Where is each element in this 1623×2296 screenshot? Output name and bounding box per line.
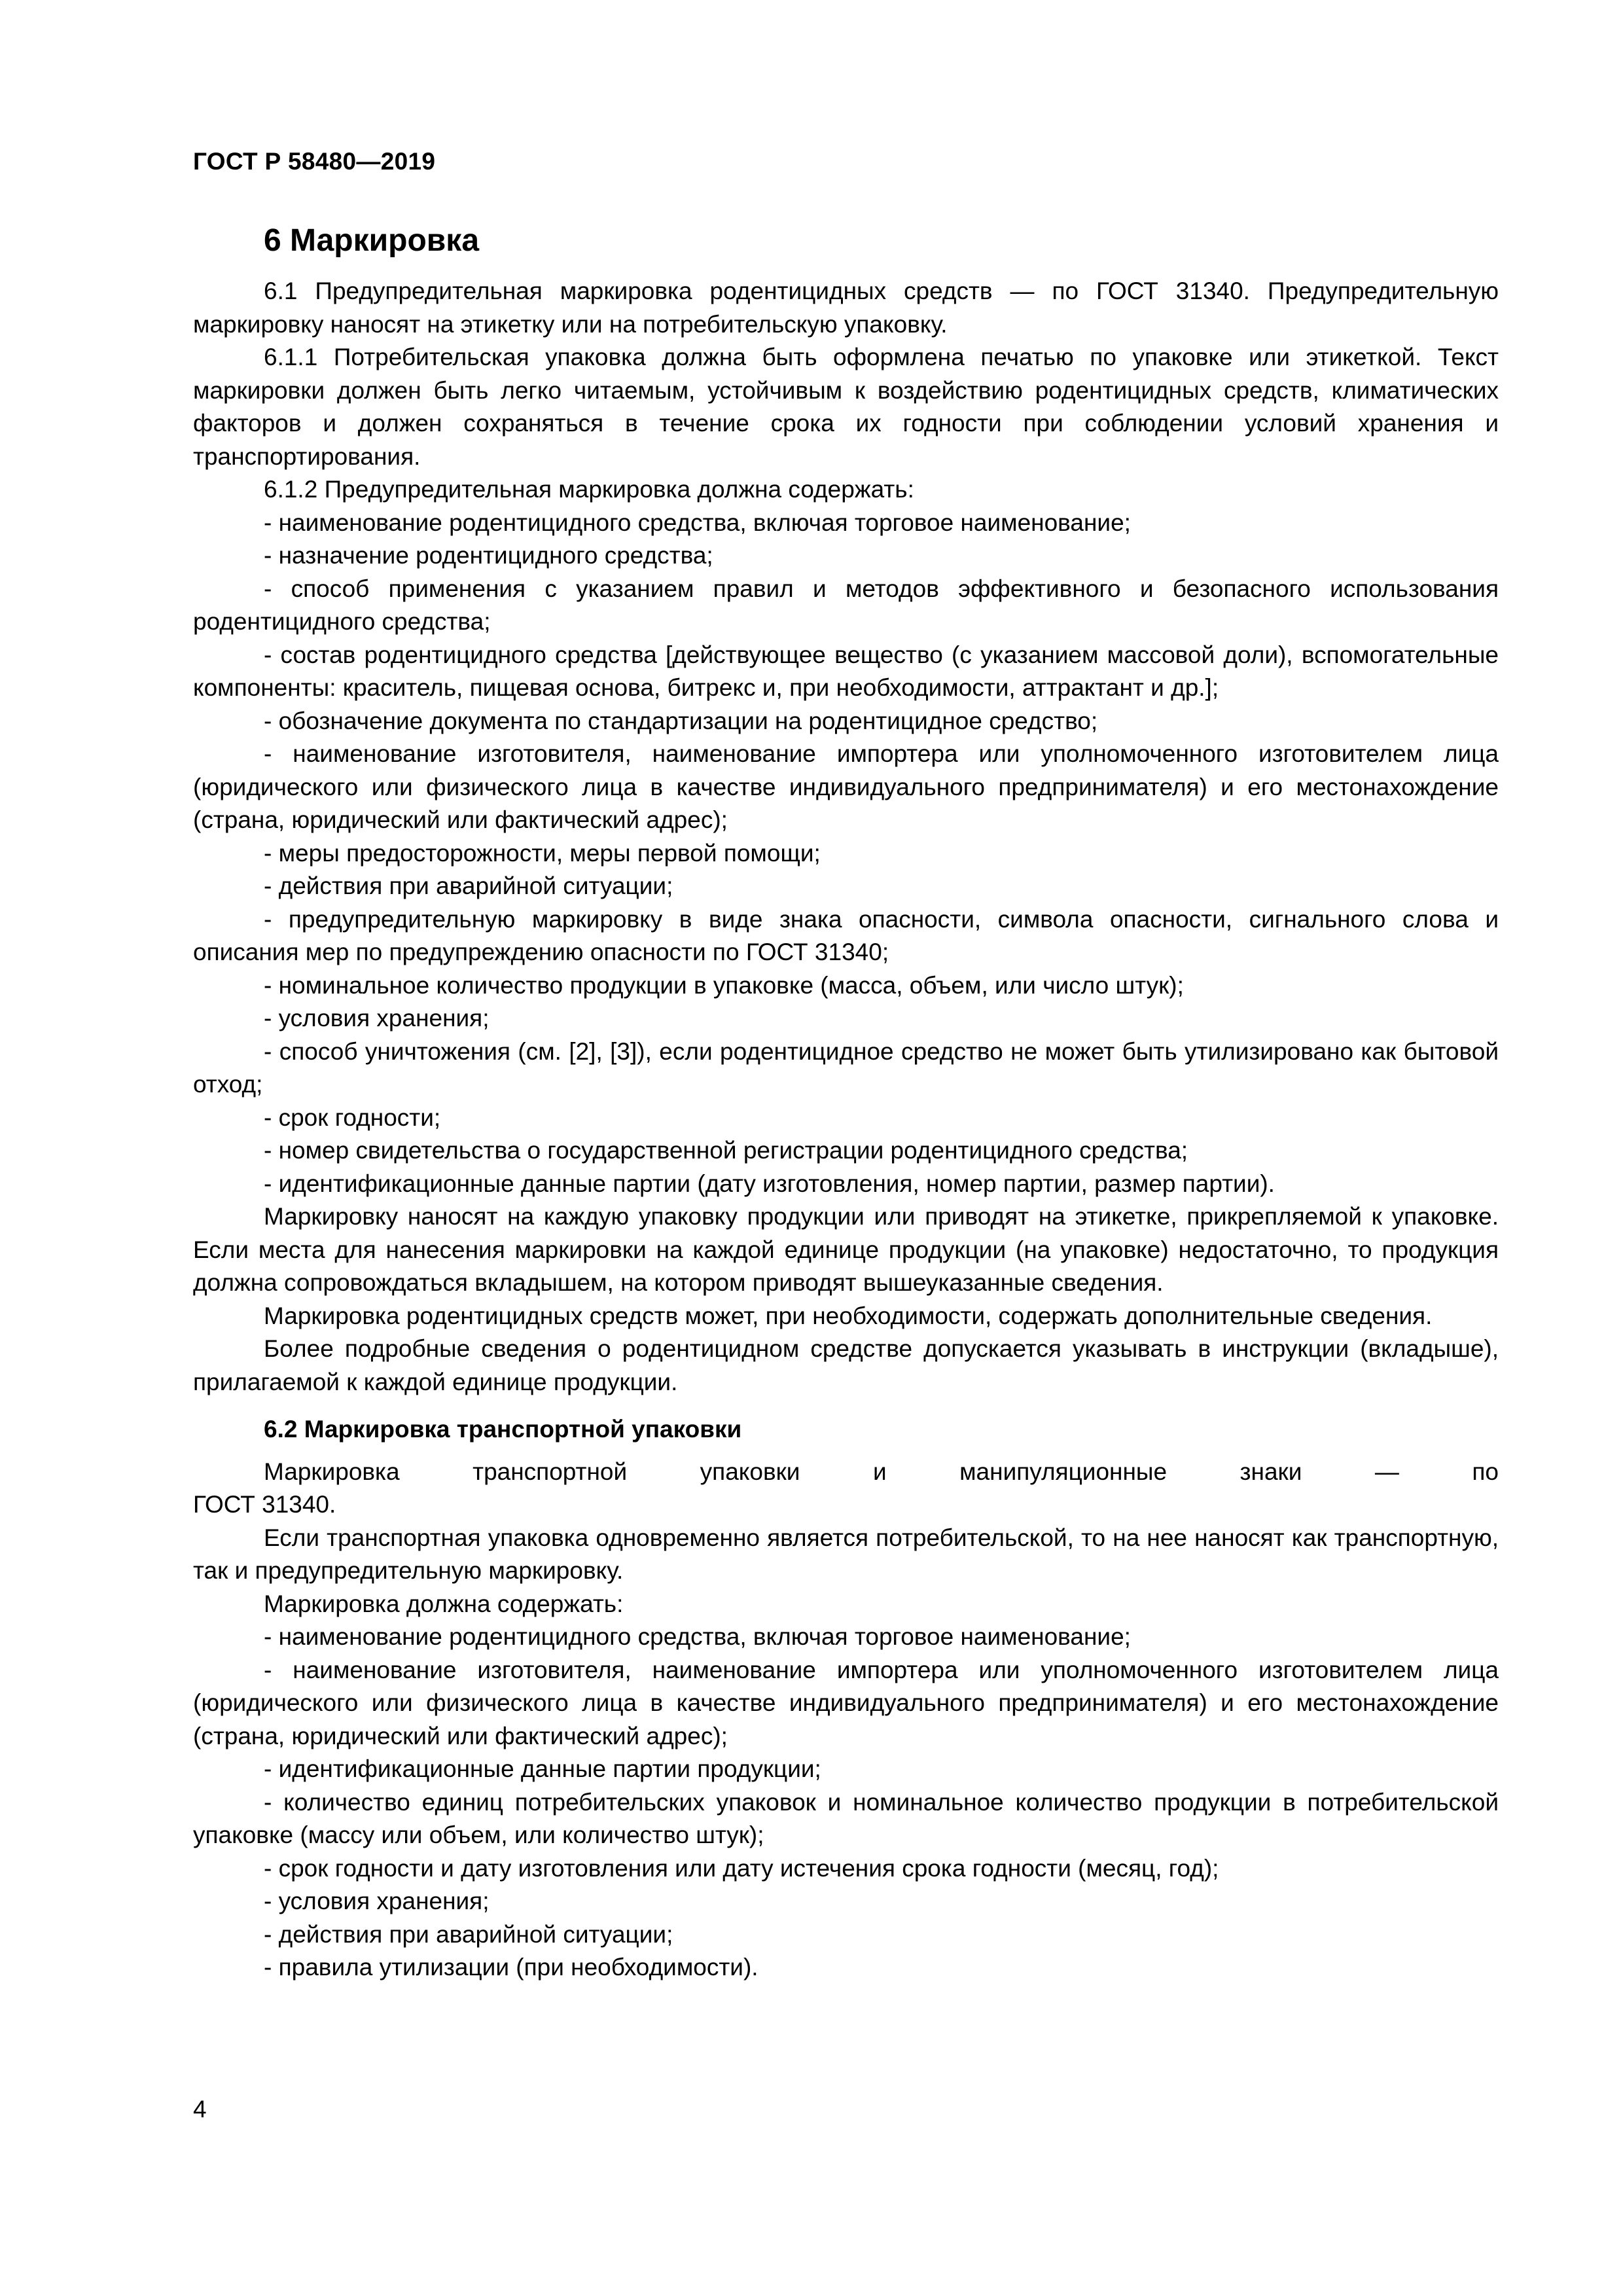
list-item: - способ применения с указанием правил и методов эффективного и безопасного использования родентицидного средства; <box>193 575 1499 635</box>
list-item: - меры предосторожности, меры первой помощи; <box>264 839 821 867</box>
section-6-2-heading: 6.2 Маркировка транспортной упаковки <box>264 1416 742 1443</box>
paragraph-6-2-intro-continued: ГОСТ 31340. <box>193 1491 336 1518</box>
paragraph-6-2-intro: Маркировка транспортной упаковки и манипуляционные знаки — по <box>264 1458 1499 1485</box>
list-item: - состав родентицидного средства [действующее вещество (с указанием массовой доли), вспомогательные компоненты: краситель, пищевая основа, битрекс и, при необходимости, аттрактант и др.]; <box>193 641 1499 701</box>
page-number: 4 <box>193 2096 207 2123</box>
list-item: - способ уничтожения (см. [2], [3]), если родентицидное средство не может быть утилизировано как бытовой отход; <box>193 1037 1499 1098</box>
list-item: - срок годности и дату изготовления или дату истечения срока годности (месяц, год); <box>264 1854 1219 1882</box>
list-item: - идентификационные данные партии (дату изготовления, номер партии, размер партии). <box>264 1170 1275 1197</box>
section-6-heading: 6 Маркировка <box>264 223 480 258</box>
paragraph-marking-contents: Маркировка должна содержать: <box>264 1590 624 1617</box>
list-item: - номер свидетельства о государственной регистрации родентицидного средства; <box>264 1137 1188 1164</box>
paragraph-6-1-1: 6.1.1 Потребительская упаковка должна быть оформлена печатью по упаковке или этикеткой. Текст маркировки должен быть легко читаемым, устойчивым к воздействию родентицидных средств, климатических факторов и должен сохраняться в течение срока их годности при соблюдении условий хранения и транспортирования. <box>193 344 1499 470</box>
list-item: - действия при аварийной ситуации; <box>264 872 673 899</box>
paragraph-6-1: 6.1 Предупредительная маркировка родентицидных средств — по ГОСТ 31340. Предупредительную маркировку наносят на этикетку или на потребительскую упаковку. <box>193 278 1499 338</box>
paragraph-instructions: Более подробные сведения о родентицидном средстве допускается указывать в инструкции (вкладыше), прилагаемой к каждой единице продукции. <box>193 1335 1499 1395</box>
list-item: - наименование изготовителя, наименование импортера или уполномоченного изготовителем лица (юридического или физического лица в качестве индивидуального предпринимателя) и его местонахождение (страна, юридический или фактический адрес); <box>193 740 1499 833</box>
list-item: - назначение родентицидного средства; <box>264 542 713 569</box>
list-item: - наименование изготовителя, наименование импортера или уполномоченного изготовителем лица (юридического или физического лица в качестве индивидуального предпринимателя) и его местонахождение (страна, юридический или фактический адрес); <box>193 1656 1499 1749</box>
list-item: - идентификационные данные партии продукции; <box>264 1755 821 1782</box>
list-item: - наименование родентицидного средства, включая торговое наименование; <box>264 509 1131 536</box>
list-item: - обозначение документа по стандартизации на родентицидное средство; <box>264 707 1098 734</box>
list-item: - условия хранения; <box>264 1888 490 1914</box>
document-code-header: ГОСТ Р 58480—2019 <box>193 148 436 175</box>
list-item: - наименование родентицидного средства, включая торговое наименование; <box>264 1623 1131 1650</box>
list-item: - номинальное количество продукции в упаковке (масса, объем, или число штук); <box>264 971 1184 999</box>
list-item: - срок годности; <box>264 1103 441 1131</box>
list-item: - количество единиц потребительских упаковок и номинальное количество продукции в потребительской упаковке (массу или объем, или количество штук); <box>193 1788 1499 1848</box>
paragraph-transport-consumer: Если транспортная упаковка одновременно является потребительской, то на нее наносят как транспортную, так и предупредительную маркировку. <box>193 1524 1499 1584</box>
page-content <box>193 221 1499 1984</box>
list-item: - условия хранения; <box>264 1005 490 1031</box>
paragraph-additional-info: Маркировка родентицидных средств может, при необходимости, содержать дополнительные сведения. <box>264 1302 1433 1329</box>
list-item: - предупредительную маркировку в виде знака опасности, символа опасности, сигнального слова и описания мер по предупреждению опасности по ГОСТ 31340; <box>193 905 1499 965</box>
list-item: - действия при аварийной ситуации; <box>264 1920 673 1948</box>
paragraph-marking-placement: Маркировку наносят на каждую упаковку продукции или приводят на этикетке, прикрепляемой к упаковке. Если места для нанесения маркировки на каждой единице продукции (на упаковке) недостаточно, то продукция должна сопровождаться вкладышем, на котором приводят вышеуказанные сведения. <box>193 1203 1499 1296</box>
list-item: - правила утилизации (при необходимости). <box>264 1954 758 1981</box>
paragraph-6-1-2: 6.1.2 Предупредительная маркировка должна содержать: <box>264 476 914 503</box>
